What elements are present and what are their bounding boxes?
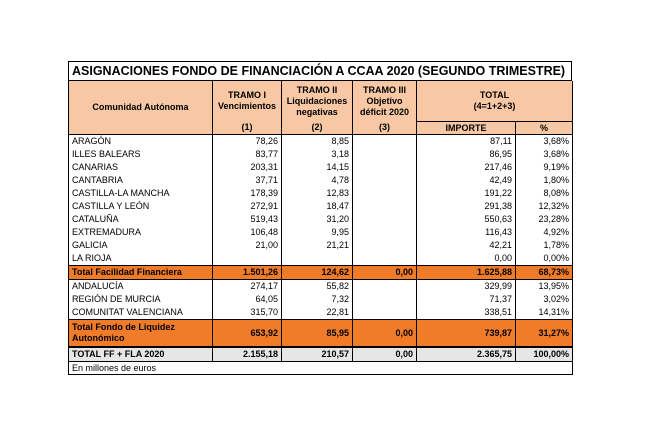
table-row	[69, 293, 573, 306]
cell-name: CASTILLA-LA MANCHA	[69, 187, 213, 200]
cell-t2	[282, 252, 353, 266]
cell-t2: 18,47	[282, 200, 353, 213]
cell-pct: 3,02%	[516, 293, 573, 306]
cell-t1: 78,26	[213, 135, 282, 149]
cell-t1: 519,43	[213, 213, 282, 226]
header-tramo3-line2: Objetivo	[366, 95, 403, 106]
table-row	[69, 187, 573, 200]
header-tramo2-line1: TRAMO II	[296, 84, 338, 95]
table-row	[69, 306, 573, 320]
cell-name: EXTREMADURA	[69, 226, 213, 239]
cell-t3	[353, 161, 417, 174]
spreadsheet	[68, 61, 572, 375]
cell-name: CANTABRIA	[69, 174, 213, 187]
cell-t2: 124,62	[282, 266, 353, 280]
cell-t2: 85,95	[282, 320, 353, 348]
header-total-line2: (4=1+2+3)	[473, 101, 516, 111]
cell-pct: 68,73%	[516, 266, 573, 280]
table-row	[69, 226, 573, 239]
subtotal2-label-line2: Autonómico	[72, 333, 125, 343]
cell-importe: 71,37	[417, 293, 516, 306]
table-title: ASIGNACIONES FONDO DE FINANCIACIÓN A CCAA 2020 (SEGUNDO TRIMESTRE)	[68, 61, 572, 81]
header-total	[417, 81, 573, 122]
cell-name: Total Facilidad Financiera	[69, 266, 213, 280]
cell-t3	[353, 306, 417, 320]
cell-t3	[353, 148, 417, 161]
header-tramo3-line1: TRAMO III	[363, 84, 406, 95]
subtotal2-label-line1: Total Fondo de Liquidez	[72, 322, 175, 332]
cell-t3: 0,00	[353, 266, 417, 280]
cell-pct: 4,92%	[516, 226, 573, 239]
cell-importe: 1.625,88	[417, 266, 516, 280]
cell-importe: 0,00	[417, 252, 516, 266]
cell-name	[69, 320, 213, 348]
cell-t1: 64,05	[213, 293, 282, 306]
cell-importe: 217,46	[417, 161, 516, 174]
cell-pct: 13,95%	[516, 280, 573, 294]
cell-name: LA RIOJA	[69, 252, 213, 266]
cell-t2: 7,32	[282, 293, 353, 306]
header-tramo1-line1: TRAMO I	[228, 90, 266, 101]
cell-t3: 0,00	[353, 347, 417, 362]
header-n2: (2)	[282, 122, 353, 135]
cell-name: CATALUÑA	[69, 213, 213, 226]
cell-importe: 739,87	[417, 320, 516, 348]
cell-t1: 274,17	[213, 280, 282, 294]
header-n1: (1)	[213, 122, 282, 135]
header-pct: %	[516, 122, 573, 135]
cell-importe: 191,22	[417, 187, 516, 200]
cell-name: REGIÓN DE MURCIA	[69, 293, 213, 306]
cell-t3	[353, 293, 417, 306]
cell-importe: 87,11	[417, 135, 516, 149]
cell-t3	[353, 174, 417, 187]
footnote: En millones de euros	[69, 362, 573, 375]
cell-name: GALICIA	[69, 239, 213, 252]
cell-t1	[213, 252, 282, 266]
table-row	[69, 239, 573, 252]
cell-t2: 9,95	[282, 226, 353, 239]
header-tramo1	[213, 81, 282, 122]
cell-t1: 1.501,26	[213, 266, 282, 280]
cell-pct: 8,08%	[516, 187, 573, 200]
cell-t1: 21,00	[213, 239, 282, 252]
cell-t2: 4,78	[282, 174, 353, 187]
cell-pct: 0,00%	[516, 252, 573, 266]
cell-t2: 8,85	[282, 135, 353, 149]
cell-name: ARAGÓN	[69, 135, 213, 149]
table-row	[69, 161, 573, 174]
table-row	[69, 200, 573, 213]
cell-pct: 12,32%	[516, 200, 573, 213]
cell-t1: 178,39	[213, 187, 282, 200]
cell-name: CANARIAS	[69, 161, 213, 174]
header-comunidad: Comunidad Autónoma	[69, 81, 213, 135]
cell-name: ILLES BALEARS	[69, 148, 213, 161]
cell-t3	[353, 213, 417, 226]
allocation-table	[68, 81, 573, 375]
cell-importe: 550,63	[417, 213, 516, 226]
cell-name: CASTILLA Y LEÓN	[69, 200, 213, 213]
subtotal-row-facilidad-financiera	[69, 266, 573, 280]
cell-pct: 14,31%	[516, 306, 573, 320]
cell-pct: 1,80%	[516, 174, 573, 187]
table-row	[69, 252, 573, 266]
cell-t1: 315,70	[213, 306, 282, 320]
header-tramo3-line3: déficit 2020	[359, 106, 410, 117]
cell-name: COMUNITAT VALENCIANA	[69, 306, 213, 320]
cell-t2: 31,20	[282, 213, 353, 226]
cell-pct: 3,68%	[516, 135, 573, 149]
table-row	[69, 174, 573, 187]
cell-importe: 2.365,75	[417, 347, 516, 362]
table-row	[69, 213, 573, 226]
table-row	[69, 135, 573, 149]
table-row	[69, 148, 573, 161]
cell-importe: 42,49	[417, 174, 516, 187]
cell-importe: 86,95	[417, 148, 516, 161]
cell-t1: 272,91	[213, 200, 282, 213]
cell-t1: 2.155,18	[213, 347, 282, 362]
footnote-row	[69, 362, 573, 375]
cell-t2: 21,21	[282, 239, 353, 252]
cell-pct: 3,68%	[516, 148, 573, 161]
cell-t2: 12,83	[282, 187, 353, 200]
cell-t2: 3,18	[282, 148, 353, 161]
header-n3: (3)	[353, 122, 417, 135]
header-tramo2-line3: negativas	[296, 106, 338, 117]
cell-t2: 210,57	[282, 347, 353, 362]
cell-importe: 116,43	[417, 226, 516, 239]
cell-pct: 23,28%	[516, 213, 573, 226]
header-importe: IMPORTE	[417, 122, 516, 135]
header-tramo3	[353, 81, 417, 122]
cell-name: ANDALUCÍA	[69, 280, 213, 294]
cell-pct: 1,78%	[516, 239, 573, 252]
cell-t3	[353, 280, 417, 294]
cell-t3	[353, 239, 417, 252]
cell-importe: 338,51	[417, 306, 516, 320]
cell-t2: 22,81	[282, 306, 353, 320]
subtotal-row-fondo-liquidez	[69, 320, 573, 348]
cell-pct: 100,00%	[516, 347, 573, 362]
cell-t3	[353, 226, 417, 239]
cell-t3	[353, 252, 417, 266]
cell-name: TOTAL FF + FLA 2020	[69, 347, 213, 362]
grand-total-row	[69, 347, 573, 362]
cell-t2: 14,15	[282, 161, 353, 174]
header-tramo1-line2: Vencimientos	[217, 101, 277, 112]
cell-t1: 653,92	[213, 320, 282, 348]
cell-t1: 83,77	[213, 148, 282, 161]
cell-pct: 31,27%	[516, 320, 573, 348]
cell-t1: 203,31	[213, 161, 282, 174]
cell-t3	[353, 187, 417, 200]
header-tramo2	[282, 81, 353, 122]
cell-t3	[353, 200, 417, 213]
cell-t1: 106,48	[213, 226, 282, 239]
header-total-line1: TOTAL	[479, 90, 510, 100]
cell-importe: 291,38	[417, 200, 516, 213]
cell-t1: 37,71	[213, 174, 282, 187]
cell-t3	[353, 135, 417, 149]
header-tramo2-line2: Liquidaciones	[286, 95, 348, 106]
cell-importe: 42,21	[417, 239, 516, 252]
cell-importe: 329,99	[417, 280, 516, 294]
cell-t2: 55,82	[282, 280, 353, 294]
table-row	[69, 280, 573, 294]
cell-t3: 0,00	[353, 320, 417, 348]
cell-pct: 9,19%	[516, 161, 573, 174]
